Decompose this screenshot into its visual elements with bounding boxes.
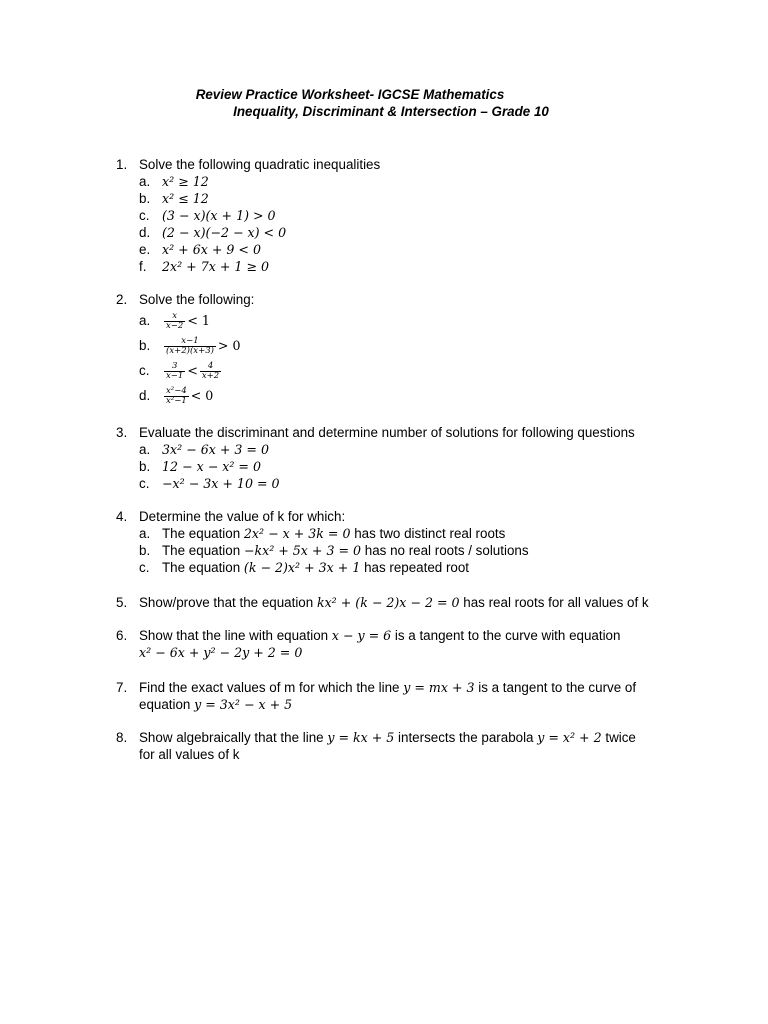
- math-expression: 12 − x − x² = 0: [162, 459, 261, 474]
- math-expression: $\frac{\text{x²−4}}{\text{x²−1}}$ < 0: [166, 385, 214, 406]
- math-expression: y = kx + 5: [327, 730, 395, 745]
- list-item: a. $\frac{x}{x-2}$ < 1: [116, 308, 706, 333]
- question-text: Determine the value of k for which:: [139, 509, 346, 524]
- list-item: a. The equation 2x² − x + 3k = 0 has two distinct real roots: [139, 526, 506, 541]
- list-item: b. 12 − x − x² = 0: [139, 459, 261, 474]
- question-number: 1.: [116, 157, 128, 172]
- fraction: $\frac{x}{x-2}$: [166, 310, 184, 331]
- question-number: 4.: [116, 509, 128, 524]
- list-item: b. The equation −kx² + 5x + 3 = 0 has no real roots / solutions: [139, 543, 529, 558]
- math-expression: y = 3x² − x + 5: [194, 697, 293, 712]
- question-text: Show/prove that the equation kx² + (k − 2)x − 2 = 0 has real roots for all values of k: [139, 595, 649, 610]
- list-item: c. The equation (k − 2)x² + 3x + 1 has repeated root: [139, 560, 470, 575]
- math-expression: y = x² + 2: [537, 730, 602, 745]
- list-item: f. 2x² + 7x + 1 ≥ 0: [139, 259, 269, 274]
- question-2: [116, 291, 706, 408]
- list-item: c. (3 − x)(x + 1) > 0: [139, 208, 276, 223]
- question-number: 2.: [116, 292, 128, 307]
- fraction: $\frac{4}{x+2}$: [201, 360, 220, 381]
- list-item: b. $\frac{x-1}{(x+2)(x+3)}$ > 0: [116, 333, 706, 358]
- math-expression: x² ≤ 12: [162, 191, 209, 206]
- question-text: Solve the following:: [139, 292, 255, 307]
- math-expression: kx² + (k − 2)x − 2 = 0: [316, 595, 460, 610]
- question-8: 8. Show algebraically that the line y = kx + 5 intersects the parabola y = x² + 2 twice for all values of k: [116, 730, 636, 762]
- math-expression: (k − 2)x² + 3x + 1: [243, 560, 361, 575]
- math-expression: $\frac{x}{x-2}$ < 1: [166, 310, 210, 331]
- math-expression: $\frac{x-1}{(x+2)(x+3)}$ > 0: [166, 335, 241, 356]
- question-3: [116, 424, 716, 492]
- list-item: c. $\frac{3}{x-1}$ < $\frac{4}{x+2}$: [116, 358, 706, 383]
- question-4: [116, 508, 706, 576]
- question-number: 6.: [116, 628, 128, 643]
- question-text: Evaluate the discriminant and determine number of solutions for following questions: [139, 425, 635, 440]
- question-text: Show that the line with equation x − y = 6 is a tangent to the curve with equation: [139, 628, 621, 643]
- math-expression: $\frac{3}{x-1}$ < $\frac{4}{x+2}$: [166, 360, 220, 381]
- question-5: [116, 594, 706, 611]
- list-item: a. x² ≥ 12: [139, 174, 209, 189]
- math-expression: −x² − 3x + 10 = 0: [162, 476, 280, 491]
- worksheet-subtitle: Inequality, Discriminant & Intersection – Grade 10: [233, 104, 549, 119]
- list-item: d. (2 − x)(−2 − x) < 0: [139, 225, 287, 240]
- math-expression: 2x² + 7x + 1 ≥ 0: [162, 259, 269, 274]
- list-item: d. $\frac{\text{x²−4}}{\text{x²−1}}$ < 0: [116, 383, 706, 408]
- list-item: a. 3x² − 6x + 3 = 0: [139, 442, 269, 457]
- question-number: 5.: [116, 595, 128, 610]
- math-expression: x² + 6x + 9 < 0: [162, 242, 261, 257]
- question-number: 3.: [116, 425, 128, 440]
- list-item: e. x² + 6x + 9 < 0: [139, 242, 261, 257]
- math-expression: y = mx + 3: [403, 680, 475, 695]
- fraction: $\frac{x-1}{(x+2)(x+3)}$: [166, 335, 214, 356]
- question-number: 7.: [116, 680, 128, 695]
- math-expression: x − y = 6: [331, 628, 392, 643]
- list-item: c. −x² − 3x + 10 = 0: [139, 476, 280, 491]
- list-item: b. x² ≤ 12: [139, 191, 209, 206]
- math-expression: (2 − x)(−2 − x) < 0: [162, 225, 287, 240]
- math-expression: x² − 6x + y² − 2y + 2 = 0: [139, 645, 303, 660]
- math-expression: 3x² − 6x + 3 = 0: [162, 442, 269, 457]
- question-6: [116, 627, 706, 661]
- question-1: [116, 156, 706, 275]
- fraction: $\frac{3}{x-1}$: [166, 360, 184, 381]
- question-number: 8.: [116, 730, 128, 745]
- question-text: Solve the following quadratic inequalities: [139, 157, 381, 172]
- question-text: Show algebraically that the line y = kx + 5 intersects the parabola y = x² + 2 twice: [139, 730, 636, 745]
- math-expression: −kx² + 5x + 3 = 0: [243, 543, 362, 558]
- worksheet-title: Review Practice Worksheet- IGCSE Mathematics: [195, 87, 505, 102]
- question-text: Find the exact values of m for which the line y = mx + 3 is a tangent to the curve of: [139, 680, 637, 695]
- math-expression: (3 − x)(x + 1) > 0: [162, 208, 276, 223]
- math-expression: x² ≥ 12: [162, 174, 209, 189]
- question-7: 7. Find the exact values of m for which the line y = mx + 3 is a tangent to the curve of equation y = 3x² − x + 5: [116, 680, 637, 712]
- math-expression: 2x² − x + 3k = 0: [243, 526, 351, 541]
- fraction: $\frac{\text{x²−4}}{\text{x²−1}}$: [166, 385, 187, 406]
